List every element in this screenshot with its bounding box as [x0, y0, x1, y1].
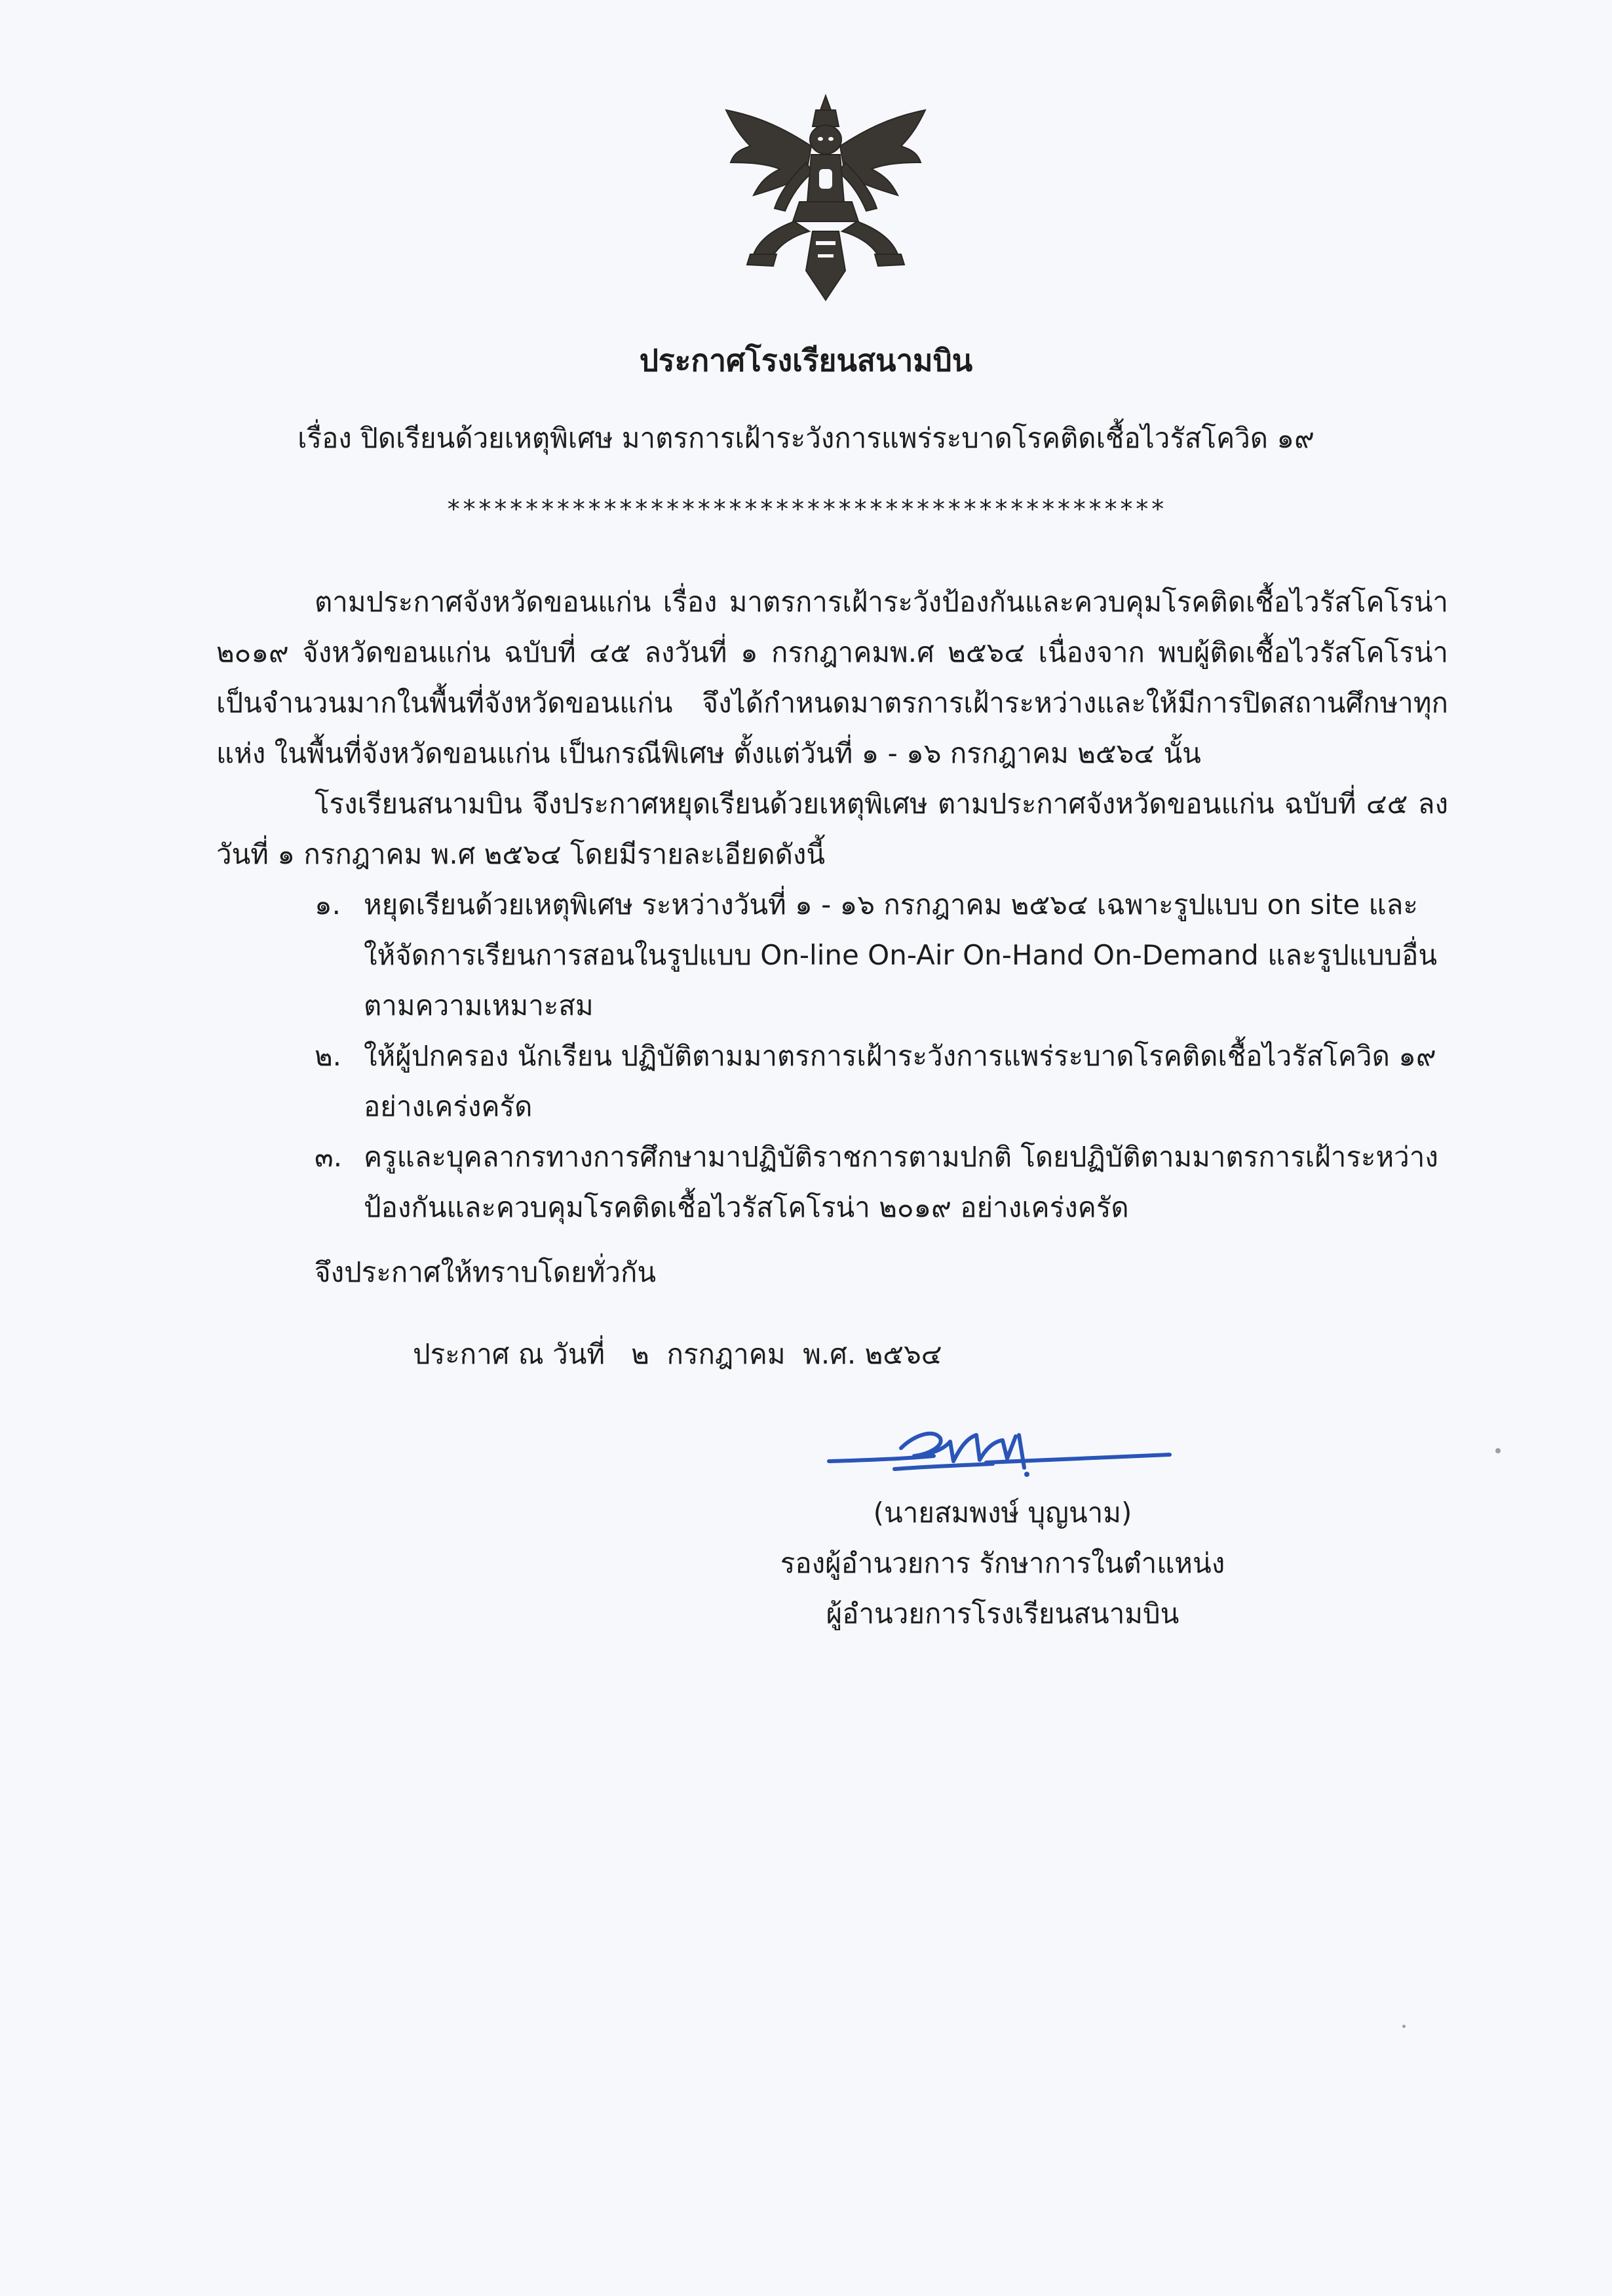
- list-item: [216, 1031, 1448, 1132]
- announcement-title: ประกาศโรงเรียนสนามบิน: [639, 343, 973, 378]
- signatory-block: [708, 1487, 1297, 1639]
- closing-statement: จึงประกาศให้ทราบโดยทั่วกัน: [315, 1256, 657, 1288]
- list-item-text: ให้ผู้ปกครอง นักเรียน ปฏิบัติตามมาตรการเฝ้าระวังการแพร่ระบาดโรคติดเชื้อไวรัสโควิด ๑๙ อย่างเคร่งครัด: [364, 1040, 1436, 1122]
- scan-speck: [1495, 1448, 1501, 1453]
- list-item-number: ๑.: [315, 889, 341, 921]
- list-item-text: หยุดเรียนด้วยเหตุพิเศษ ระหว่างวันที่ ๑ - ๑๖ กรกฎาคม ๒๕๖๔ เฉพาะรูปแบบ on site และ ให้จัดการเรียนการสอนในรูปแบบ On-line On-Air On-Hand On-Demand และรูปแบบอื่น ตามความเหมาะสม: [364, 889, 1438, 1022]
- body-paragraph-1: ตามประกาศจังหวัดขอนแก่น เรื่อง มาตรการเฝ้าระวังป้องกันและควบคุมโรคติดเชื้อไวรัสโคโรน่า ๒๐๑๙ จังหวัดขอนแก่น ฉบับที่ ๔๕ ลงวันที่ ๑ กรกฎาคมพ.ศ ๒๕๖๔ เนื่องจาก พบผู้ติดเชื้อไวรัสโคโรน่า เป็นจำนวนมากในพื้นที่จังหวัดขอนแก่น จึงได้กำหนดมาตรการเฝ้าระหว่างและให้มีการปิดสถานศึกษาทุกแห่ง ในพื้นที่จังหวัดขอนแก่น เป็นกรณีพิเศษ ตั้งแต่วันที่ ๑ - ๑๖ กรกฎาคม ๒๕๖๔ นั้น: [216, 586, 1448, 769]
- list-item: [216, 1132, 1448, 1233]
- separator-line: **********************************************: [446, 495, 1166, 524]
- signatory-position: รองผู้อำนวยการ รักษาการในตำแหน่ง: [780, 1547, 1225, 1579]
- announcement-body: [216, 577, 1448, 1379]
- signatory-position-2: ผู้อำนวยการโรงเรียนสนามบิน: [826, 1598, 1180, 1630]
- list-item: [216, 879, 1448, 1031]
- garuda-emblem-icon: [714, 90, 937, 307]
- body-paragraph-2: โรงเรียนสนามบิน จึงประกาศหยุดเรียนด้วยเหตุพิเศษ ตามประกาศจังหวัดขอนแก่น ฉบับที่ ๔๕ ลงวันที่ ๑ กรกฎาคม พ.ศ ๒๕๖๔ โดยมีรายละเอียดดังนี้: [216, 788, 1448, 870]
- announcement-subject: เรื่อง ปิดเรียนด้วยเหตุพิเศษ มาตรการเฝ้าระวังการแพร่ระบาดโรคติดเชื้อไวรัสโควิด ๑๙: [297, 422, 1315, 454]
- list-item-text: ครูและบุคลากรทางการศึกษามาปฏิบัติราชการตามปกติ โดยปฏิบัติตามมาตรการเฝ้าระหว่าง ป้องกันและควบคุมโรคติดเชื้อไวรัสโคโรน่า ๒๐๑๙ อย่างเคร่งครัด: [364, 1141, 1438, 1223]
- list-item-number: ๓.: [315, 1141, 343, 1173]
- list-item-number: ๒.: [315, 1040, 342, 1072]
- handwritten-signature: [822, 1409, 1176, 1487]
- announcement-date: ประกาศ ณ วันที่ ๒ กรกฎาคม พ.ศ. ๒๕๖๔: [413, 1338, 942, 1370]
- measures-list: [216, 879, 1448, 1233]
- scan-speck: [1402, 2025, 1406, 2028]
- signatory-name: (นายสมพงษ์ บุญนาม): [873, 1497, 1132, 1529]
